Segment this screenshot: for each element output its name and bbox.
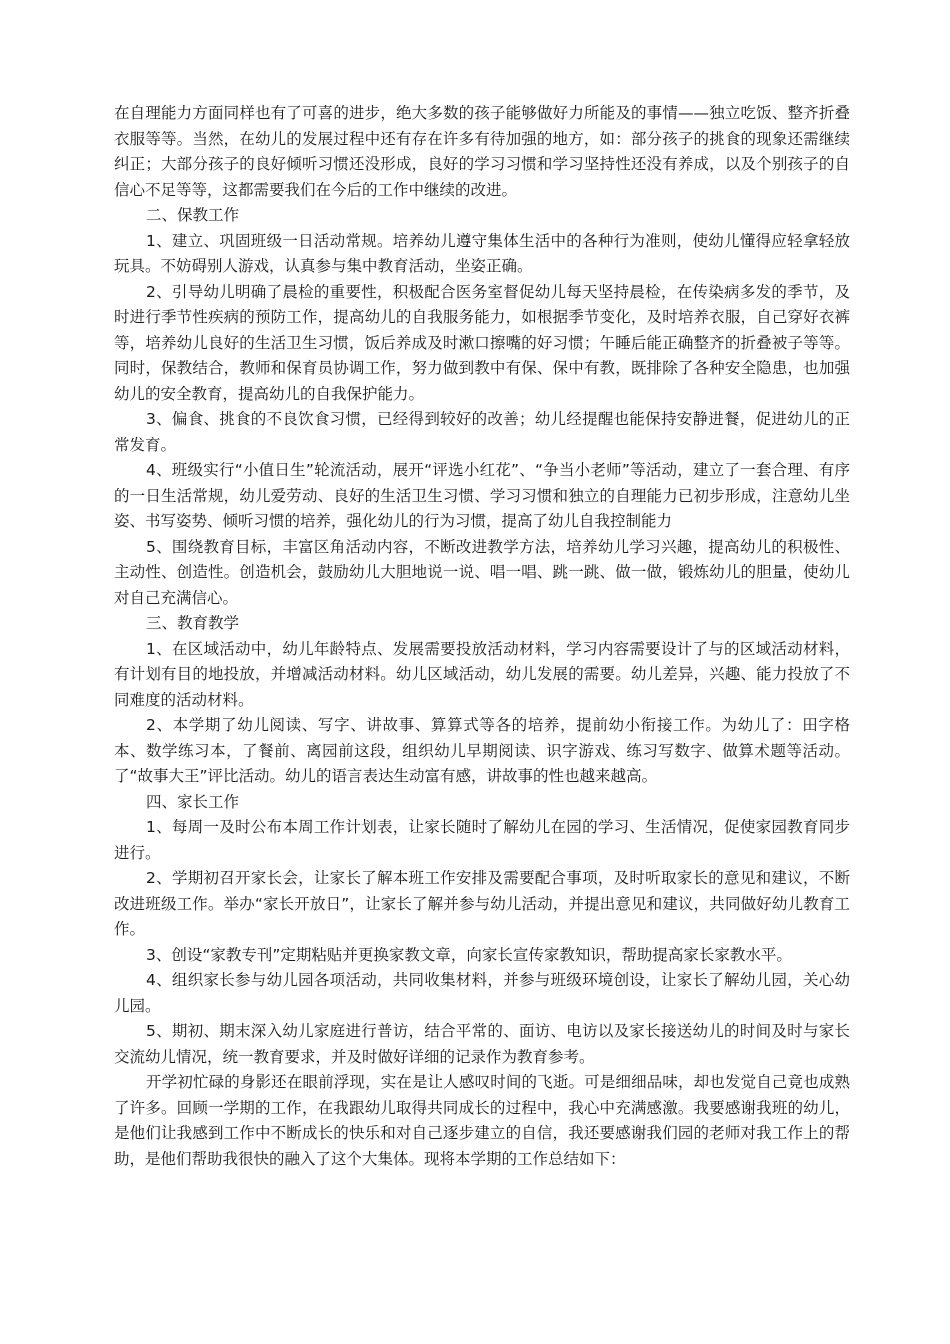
paragraph-care-1: 1、建立、巩固班级一日活动常规。培养幼儿遵守集体生活中的各种行为准则，使幼儿懂得应轻拿轻放玩具。不妨碍别人游戏，认真参与集中教育活动，坐姿正确。	[114, 231, 850, 275]
paragraph-teaching-1: 1、在区域活动中，幼儿年龄特点、发展需要投放活动材料，学习内容需要设计了与的区域活动材料，有计划有目的地投放，并增减活动材料。幼儿区域活动，幼儿发展的需要。幼儿差异，兴趣、能力投放了不同难度的活动材料。	[114, 639, 850, 709]
paragraph-parent-2: 2、学期初召开家长会，让家长了解本班工作安排及需要配合事项，及时听取家长的意见和建议，不断改进班级工作。举办“家长开放日”，让家长了解并参与幼儿活动，并提出意见和建议，共同做好幼儿教育工作。	[114, 869, 850, 938]
paragraph-care-5: 5、围绕教育目标，丰富区角活动内容，不断改进教学方法，培养幼儿学习兴趣，提高幼儿的积极性、主动性、创造性。创造机会，鼓励幼儿大胆地说一说、唱一唱、跳一跳、做一做，锻炼幼儿的胆量，使幼儿对自己充满信心。	[114, 537, 850, 607]
paragraph-care-3: 3、偏食、挑食的不良饮食习惯，已经得到较好的改善；幼儿经提醒也能保持安静进餐，促进幼儿的正常发育。	[114, 410, 850, 454]
paragraph-semester-summary-intro: 开学初忙碌的身影还在眼前浮现，实在是让人感叹时间的飞逝。可是细细品味，却也发觉自己竟也成熟了许多。回顾一学期的工作，在我跟幼儿取得共同成长的过程中，我心中充满感激。我要感谢我班的幼儿，是他们让我感到工作中不断成长的快乐和对自己逐步建立的自信，我还要感谢我们园的老师对我工作上的帮助，是他们帮助我很快的融入了这个大集体。现将本学期的工作总结如下：	[114, 1073, 850, 1168]
heading-care-education: 二、保教工作	[146, 206, 240, 224]
paragraph-parent-5: 5、期初、期末深入幼儿家庭进行普访，结合平常的、面访、电访以及家长接送幼儿的时间及时与家长交流幼儿情况，统一教育要求，并及时做好详细的记录作为教育参考。	[114, 1022, 850, 1066]
heading-teaching: 三、教育教学	[146, 614, 240, 632]
paragraph-teaching-2: 2、本学期了幼儿阅读、写字、讲故事、算算式等各的培养，提前幼小衔接工作。为幼儿了：田字格本、数学练习本，了餐前、离园前这段，组织幼儿早期阅读、识字游戏、练习写数字、做算术题等活动。了“故事大王”评比活动。幼儿的语言表达生动富有感，讲故事的性也越来越高。	[114, 716, 850, 785]
paragraph-parent-1: 1、每周一及时公布本周工作计划表，让家长随时了解幼儿在园的学习、生活情况，促使家园教育同步进行。	[114, 818, 850, 862]
paragraph-self-care-progress: 在自理能力方面同样也有了可喜的进步，绝大多数的孩子能够做好力所能及的事情——独立吃饭、整齐折叠衣服等等。当然，在幼儿的发展过程中还有存在许多有待加强的地方，如：部分孩子的挑食的现象还需继续纠正；大部分孩子的良好倾听习惯还没形成，良好的学习习惯和学习坚持性还没有养成，以及个别孩子的自信心不足等等，这都需要我们在今后的工作中继续的改进。	[114, 104, 850, 199]
heading-parent-work: 四、家长工作	[146, 792, 240, 811]
paragraph-parent-4: 4、组织家长参与幼儿园各项活动，共同收集材料，并参与班级环境创设，让家长了解幼儿园，关心幼儿园。	[114, 971, 850, 1015]
paragraph-parent-3: 3、创设“家教专刊”定期粘贴并更换家教文章，向家长宣传家教知识，帮助提高家长家教水平。	[146, 945, 792, 964]
paragraph-care-4: 4、班级实行“小值日生”轮流活动，展开“评选小红花”、“争当小老师”等活动，建立了一套合理、有序的一日生活常规，幼儿爱劳动、良好的生活卫生习惯、学习习惯和独立的自理能力已初步形成，注意幼儿坐姿、书写姿势、倾听习惯的培养，强化幼儿的行为习惯，提高了幼儿自我控制能力	[114, 461, 850, 530]
document-page	[114, 101, 850, 1172]
paragraph-care-2: 2、引导幼儿明确了晨检的重要性，积极配合医务室督促幼儿每天坚持晨检，在传染病多发的季节，及时进行季节性疾病的预防工作，提高幼儿的自我服务能力，如根据季节变化，及时培养衣服，自己穿好衣裤等，培养幼儿良好的生活卫生习惯，饭后养成及时漱口擦嘴的好习惯；午睡后能正确整齐的折叠被子等等。同时，保教结合，教师和保育员协调工作，努力做到教中有保、保中有教，既排除了各种安全隐患，也加强幼儿的安全教育，提高幼儿的自我保护能力。	[114, 282, 850, 403]
